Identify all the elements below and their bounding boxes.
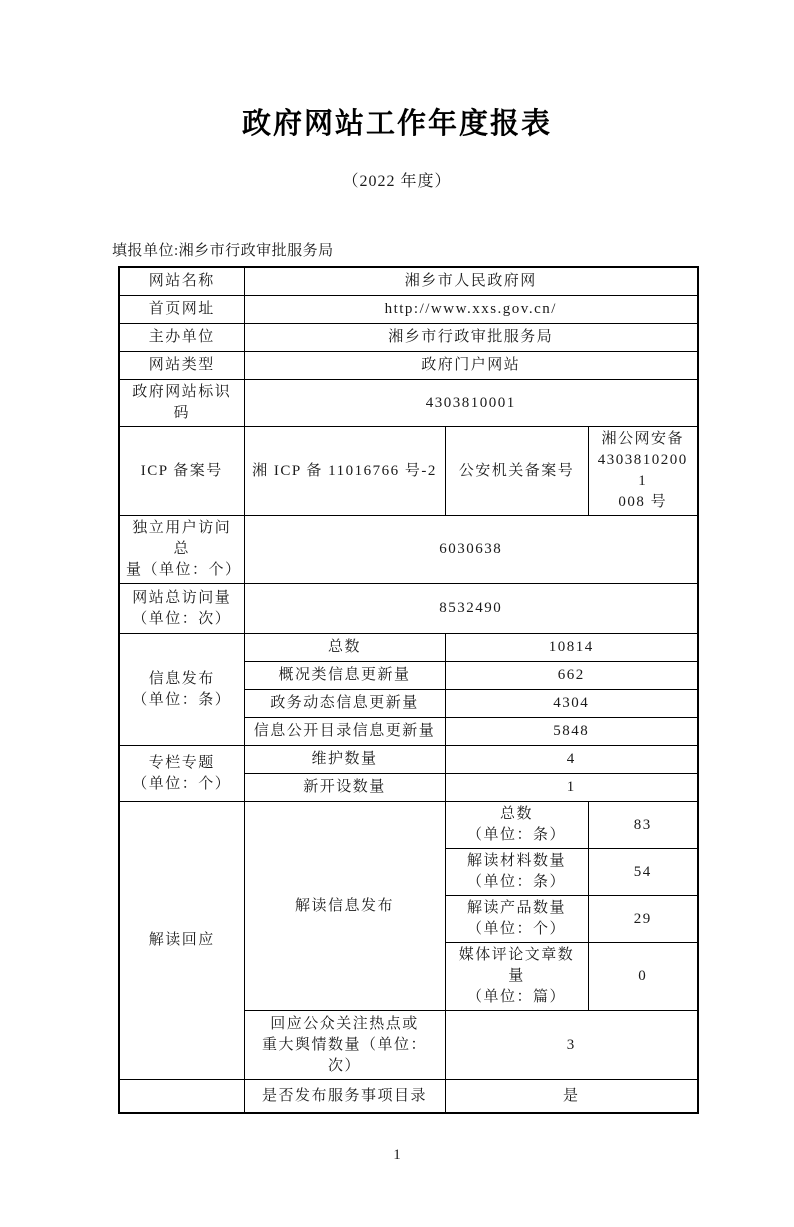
table-row	[119, 427, 698, 516]
interpretation-item-value: 83	[588, 802, 698, 849]
organizer-label: 主办单位	[119, 324, 244, 352]
columns-topics-item-label: 维护数量	[244, 746, 445, 774]
info-publish-item-label: 总数	[244, 634, 445, 662]
site-type-label: 网站类型	[119, 352, 244, 380]
table-row	[119, 380, 698, 427]
service-catalog-label: 是否发布服务事项目录	[244, 1080, 445, 1114]
interpretation-item-value: 54	[588, 849, 698, 896]
info-publish-group-label: 信息发布 （单位：条）	[119, 634, 244, 746]
unique-visitors-label: 独立用户访问总 量（单位：个）	[119, 516, 244, 584]
columns-topics-item-value: 4	[445, 746, 698, 774]
columns-topics-item-value: 1	[445, 774, 698, 802]
info-publish-item-value: 10814	[445, 634, 698, 662]
interpretation-item-label: 解读材料数量 （单位：条）	[445, 849, 588, 896]
reporting-unit-line: 填报单位:湘乡市行政审批服务局	[112, 243, 334, 259]
table-row	[119, 267, 698, 296]
interpretation-publish-label: 解读信息发布	[244, 802, 445, 1011]
hot-response-value: 3	[445, 1011, 698, 1080]
document-page	[0, 104, 794, 1227]
site-name-value: 湘乡市人民政府网	[244, 267, 698, 296]
page-title: 政府网站工作年度报表	[241, 108, 552, 140]
interpretation-item-value: 0	[588, 943, 698, 1011]
interpretation-item-label: 总数 （单位：条）	[445, 802, 588, 849]
home-url-value: http://www.xxs.gov.cn/	[244, 296, 698, 324]
interpretation-item-label: 解读产品数量 （单位：个）	[445, 896, 588, 943]
interpretation-item-label: 媒体评论文章数量 （单位：篇）	[445, 943, 588, 1011]
home-url-label: 首页网址	[119, 296, 244, 324]
site-type-value: 政府门户网站	[244, 352, 698, 380]
report-table	[118, 266, 699, 1114]
table-row	[119, 516, 698, 584]
table-row	[119, 746, 698, 774]
icp-label: ICP 备案号	[119, 427, 244, 516]
page-number: 1	[393, 1147, 401, 1163]
table-row	[119, 296, 698, 324]
total-visits-label: 网站总访问量 （单位：次）	[119, 584, 244, 634]
interpretation-item-value: 29	[588, 896, 698, 943]
page-subtitle: （2022 年度）	[342, 173, 452, 190]
table-row	[119, 352, 698, 380]
site-id-label: 政府网站标识码	[119, 380, 244, 427]
organizer-value: 湘乡市行政审批服务局	[244, 324, 698, 352]
unique-visitors-value: 6030638	[244, 516, 698, 584]
columns-topics-item-label: 新开设数量	[244, 774, 445, 802]
site-name-label: 网站名称	[119, 267, 244, 296]
columns-topics-group-label: 专栏专题 （单位：个）	[119, 746, 244, 802]
police-label: 公安机关备案号	[445, 427, 588, 516]
table-row	[119, 802, 698, 849]
icp-value: 湘 ICP 备 11016766 号-2	[244, 427, 445, 516]
info-publish-item-label: 信息公开目录信息更新量	[244, 718, 445, 746]
police-value: 湘公网安备 43038102001 008 号	[588, 427, 698, 516]
table-row	[119, 1080, 698, 1114]
info-publish-item-label: 政务动态信息更新量	[244, 690, 445, 718]
service-catalog-value: 是	[445, 1080, 698, 1114]
site-id-value: 4303810001	[244, 380, 698, 427]
table-row	[119, 634, 698, 662]
empty-cell	[119, 1080, 244, 1114]
info-publish-item-label: 概况类信息更新量	[244, 662, 445, 690]
info-publish-item-value: 4304	[445, 690, 698, 718]
info-publish-item-value: 5848	[445, 718, 698, 746]
total-visits-value: 8532490	[244, 584, 698, 634]
hot-response-label: 回应公众关注热点或 重大舆情数量（单位： 次）	[244, 1011, 445, 1080]
interpretation-group-label: 解读回应	[119, 802, 244, 1080]
table-row	[119, 584, 698, 634]
info-publish-item-value: 662	[445, 662, 698, 690]
table-row	[119, 324, 698, 352]
